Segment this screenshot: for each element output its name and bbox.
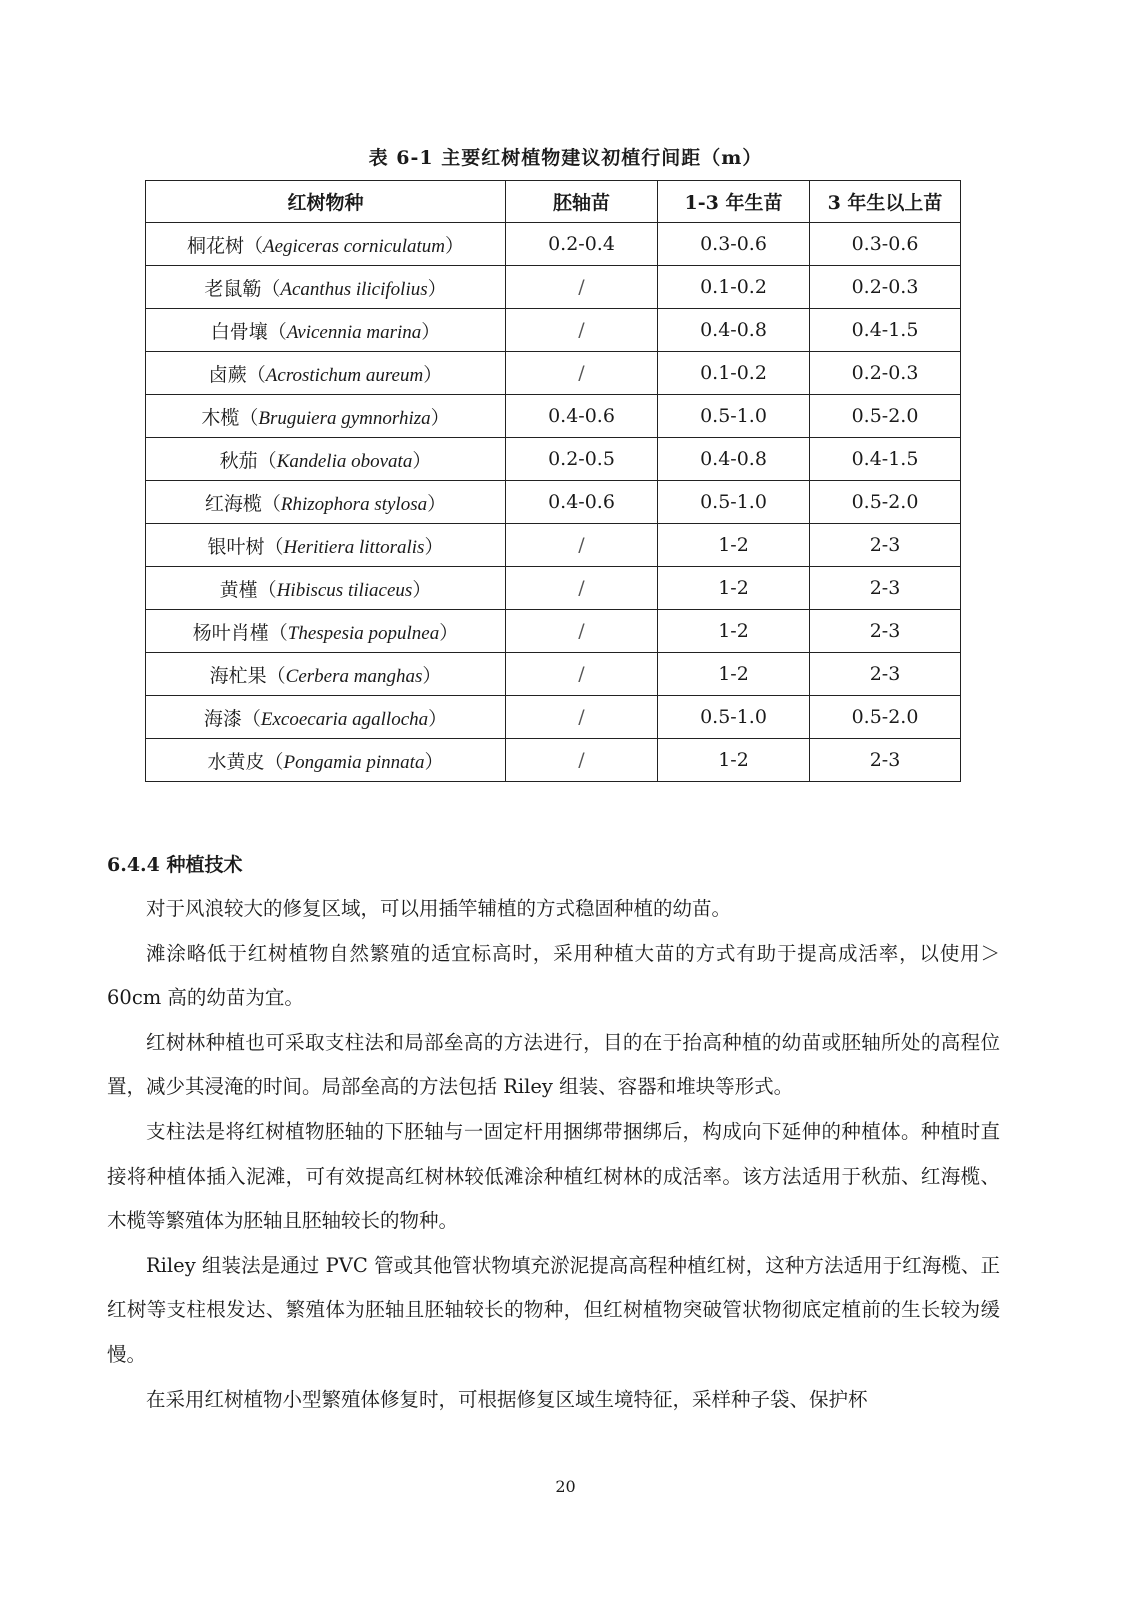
species-cell: 水黄皮（Pongamia pinnata） [146,739,506,782]
spacing-value-cell: 0.1-0.2 [658,266,810,309]
table-row [146,481,961,524]
spacing-value-cell: / [506,567,658,610]
spacing-value-cell: 0.5-1.0 [658,696,810,739]
table-row [146,438,961,481]
spacing-value-cell: / [506,610,658,653]
spacing-value-cell: 2-3 [810,524,961,567]
spacing-value-cell: 1-2 [658,567,810,610]
species-cell: 秋茄（Kandelia obovata） [146,438,506,481]
spacing-value-cell: / [506,696,658,739]
species-cell: 红海榄（Rhizophora stylosa） [146,481,506,524]
table-row [146,395,961,438]
species-common-name: 黄槿 [219,578,258,601]
spacing-value-cell: 2-3 [810,653,961,696]
species-common-name: 桐花树 [186,234,244,257]
species-scientific-name: Excoecaria agallocha [260,708,429,730]
spacing-value-cell: 0.3-0.6 [810,223,961,266]
spacing-value-cell: 2-3 [810,567,961,610]
paragraph: 对于风浪较大的修复区域，可以用插竿辅植的方式稳固种植的幼苗。 [146,897,732,920]
spacing-value-cell: 1-2 [658,524,810,567]
paragraph: 滩涂略低于红树植物自然繁殖的适宜标高时，采用种植大苗的方式有助于提高成活率，以使用＞60cm 高的幼苗为宜。 [107,941,1000,1010]
species-common-name: 木榄 [201,406,240,429]
spacing-value-cell: 2-3 [810,610,961,653]
table-row [146,266,961,309]
spacing-value-cell: / [506,309,658,352]
species-cell: 木榄（Bruguiera gymnorhiza） [146,395,506,438]
spacing-value-cell: / [506,653,658,696]
species-cell: 卤蕨（Acrostichum aureum） [146,352,506,395]
spacing-value-cell: 0.5-1.0 [658,481,810,524]
species-cell: 桐花树（Aegiceras corniculatum） [146,223,506,266]
table-row [146,524,961,567]
table-row [146,352,961,395]
spacing-value-cell: 1-2 [658,610,810,653]
species-scientific-name: Pongamia pinnata [283,751,425,773]
species-cell: 海杧果（Cerbera manghas） [146,653,506,696]
spacing-value-cell: 0.4-0.6 [506,395,658,438]
species-cell: 黄槿（Hibiscus tiliaceus） [146,567,506,610]
species-common-name: 白骨壤 [210,320,268,343]
species-cell: 老鼠簕（Acanthus ilicifolius） [146,266,506,309]
paragraph: Riley 组装法是通过 PVC 管或其他管状物填充淤泥提高高程种植红树，这种方法适用于红海榄、正红树等支柱根发达、繁殖体为胚轴且胚轴较长的物种，但红树植物突破管状物彻底定植前的生长较为缓慢。 [107,1253,1000,1366]
species-cell: 海漆（Excoecaria agallocha） [146,696,506,739]
spacing-value-cell: 1-2 [658,653,810,696]
spacing-value-cell: 0.2-0.3 [810,352,961,395]
spacing-value-cell: 0.5-2.0 [810,481,961,524]
species-cell: 杨叶肖槿（Thespesia populnea） [146,610,506,653]
spacing-value-cell: 0.4-0.8 [658,309,810,352]
table-header-row [146,181,961,223]
species-common-name: 海漆 [203,707,242,730]
species-common-name: 水黄皮 [207,750,265,773]
species-scientific-name: Bruguiera gymnorhiza [258,407,431,429]
spacing-value-cell: 0.5-1.0 [658,395,810,438]
table-row [146,309,961,352]
spacing-value-cell: 0.3-0.6 [658,223,810,266]
spacing-value-cell: 0.5-2.0 [810,395,961,438]
species-scientific-name: Acrostichum aureum [265,364,424,386]
header-hypocotyl: 胚轴苗 [506,181,658,223]
paragraph: 红树林种植也可采取支柱法和局部垒高的方法进行，目的在于抬高种植的幼苗或胚轴所处的高程位置，减少其浸淹的时间。局部垒高的方法包括 Riley 组装、容器和堆块等形式。 [107,1030,1000,1099]
spacing-value-cell: 0.2-0.4 [506,223,658,266]
header-3-year-plus: 3 年生以上苗 [810,181,961,223]
planting-spacing-table [145,180,961,782]
species-common-name: 秋茄 [219,449,258,472]
body-text [107,887,1000,1422]
spacing-value-cell: 0.4-1.5 [810,309,961,352]
spacing-value-cell: / [506,739,658,782]
species-scientific-name: Rhizophora stylosa [280,493,428,515]
table-body [146,223,961,782]
section-heading: 6.4.4 种植技术 [107,854,243,876]
spacing-value-cell: / [506,266,658,309]
species-common-name: 老鼠簕 [204,277,262,300]
spacing-value-cell: / [506,352,658,395]
table-row [146,696,961,739]
spacing-value-cell: 0.4-0.8 [658,438,810,481]
species-common-name: 红海榄 [204,492,262,515]
spacing-value-cell: 0.1-0.2 [658,352,810,395]
species-common-name: 卤蕨 [208,363,247,386]
table-caption: 表 6-1 主要红树植物建议初植行间距（m） [368,147,763,169]
species-scientific-name: Avicennia marina [286,321,422,343]
spacing-value-cell: 1-2 [658,739,810,782]
header-1-3-year: 1-3 年生苗 [658,181,810,223]
species-scientific-name: Heritiera littoralis [283,536,425,558]
species-scientific-name: Kandelia obovata [276,450,413,472]
species-common-name: 杨叶肖槿 [192,621,269,644]
species-common-name: 银叶树 [207,535,265,558]
species-cell: 白骨壤（Avicennia marina） [146,309,506,352]
species-cell: 银叶树（Heritiera littoralis） [146,524,506,567]
table-row [146,610,961,653]
table-row [146,223,961,266]
species-scientific-name: Cerbera manghas [285,665,423,687]
paragraph: 支柱法是将红树植物胚轴的下胚轴与一固定杆用捆绑带捆绑后，构成向下延伸的种植体。种植时直接将种植体插入泥滩，可有效提高红树林较低滩涂种植红树林的成活率。该方法适用于秋茄、红海榄、木榄等繁殖体为胚轴且胚轴较长的物种。 [107,1119,1000,1233]
spacing-value-cell: 0.2-0.5 [506,438,658,481]
species-scientific-name: Hibiscus tiliaceus [276,579,413,601]
spacing-value-cell: / [506,524,658,567]
species-scientific-name: Thespesia populnea [287,622,440,644]
header-species: 红树物种 [146,181,506,223]
spacing-value-cell: 0.4-0.6 [506,481,658,524]
spacing-value-cell: 0.5-2.0 [810,696,961,739]
spacing-value-cell: 2-3 [810,739,961,782]
species-common-name: 海杧果 [209,664,267,687]
spacing-value-cell: 0.4-1.5 [810,438,961,481]
table-row [146,739,961,782]
page-number: 20 [555,1477,576,1496]
paragraph: 在采用红树植物小型繁殖体修复时，可根据修复区域生境特征，采样种子袋、保护杯 [146,1387,868,1411]
species-scientific-name: Aegiceras corniculatum [262,235,446,257]
spacing-value-cell: 0.2-0.3 [810,266,961,309]
species-scientific-name: Acanthus ilicifolius [280,278,428,300]
table-row [146,653,961,696]
table-row [146,567,961,610]
